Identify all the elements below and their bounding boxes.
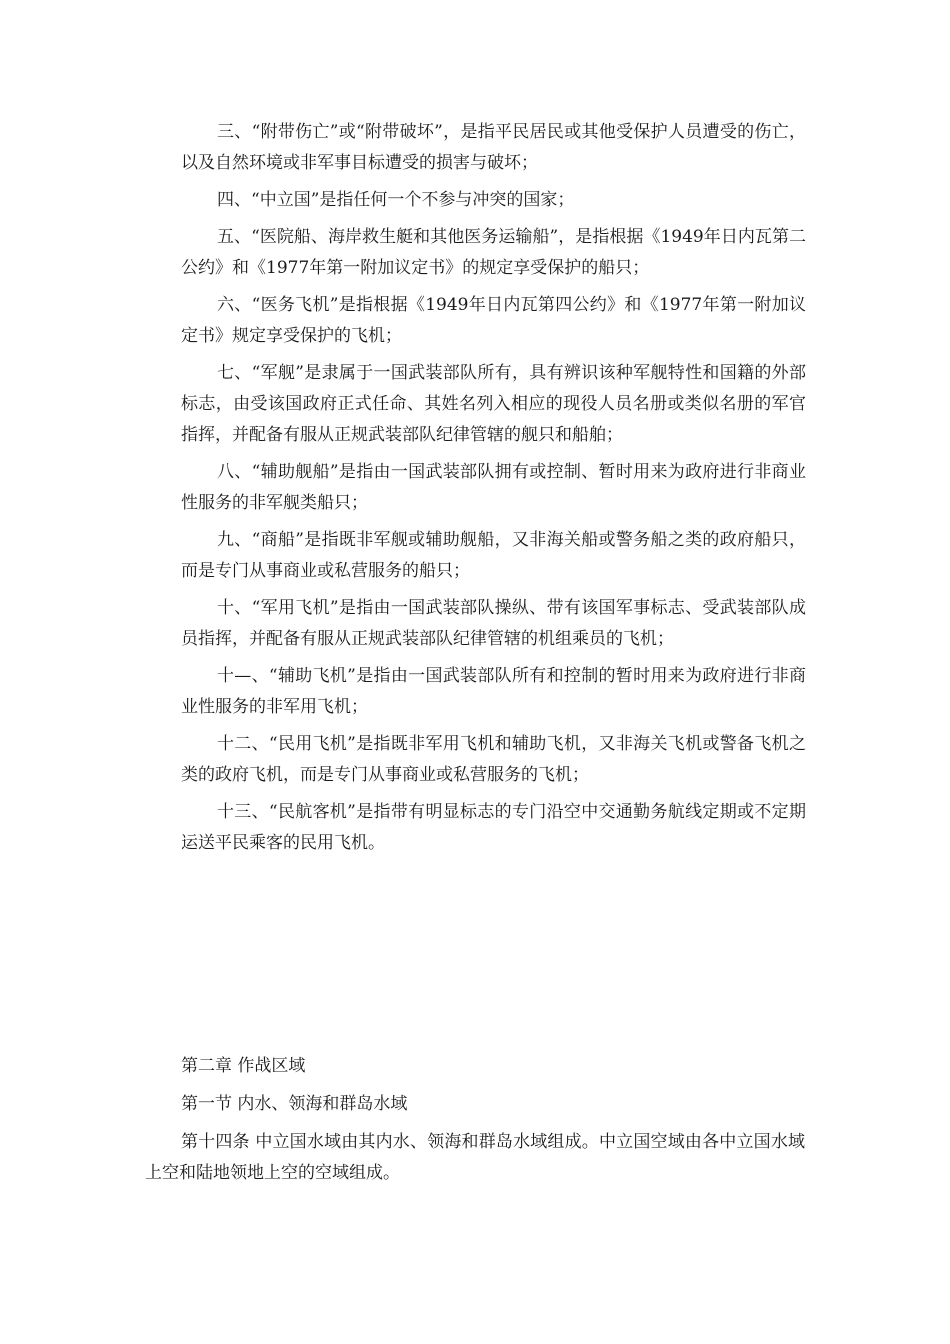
definitions-list: [181, 117, 806, 865]
definition-paragraph-9: 九、“商船”是指既非军舰或辅助舰船，又非海关船或警务船之类的政府船只，而是专门从事商业或私营服务的船只；: [181, 530, 806, 581]
definition-paragraph-4: 四、“中立国”是指任何一个不参与冲突的国家；: [217, 190, 575, 210]
definition-paragraph-12: 十二、“民用飞机”是指既非军用飞机和辅助飞机，又非海关飞机或警备飞机之类的政府飞机，而是专门从事商业或私营服务的飞机；: [181, 734, 806, 785]
definition-paragraph-10: 十、“军用飞机”是指由一国武装部队操纵、带有该国军事标志、受武装部队成员指挥，并配备有服从正规武装部队纪律管辖的机组乘员的飞机；: [181, 598, 806, 649]
definition-paragraph-6: 六、“医务飞机”是指根据《1949年日内瓦第四公约》和《1977年第一附加议定书》规定享受保护的飞机；: [181, 295, 806, 346]
chapter-heading: 第二章 作战区域: [181, 1056, 306, 1076]
article-14: 第十四条 中立国水域由其内水、领海和群岛水域组成。中立国空域由各中立国水域上空和陆地领地上空的空域组成。: [145, 1132, 805, 1183]
definition-paragraph-11: 十—、“辅助飞机”是指由一国武装部队所有和控制的暂时用来为政府进行非商业性服务的非军用飞机；: [181, 666, 806, 717]
definition-paragraph-8: 八、“辅助舰船”是指由一国武装部队拥有或控制、暂时用来为政府进行非商业性服务的非军舰类船只；: [181, 462, 806, 513]
definition-paragraph-5: 五、“医院船、海岸救生艇和其他医务运输船”，是指根据《1949年日内瓦第二公约》和《1977年第一附加议定书》的规定享受保护的船只；: [181, 227, 806, 278]
definition-paragraph-7: 七、“军舰”是隶属于一国武装部队所有，具有辨识该种军舰特性和国籍的外部标志，由受该国政府正式任命、其姓名列入相应的现役人员名册或类似名册的军官指挥，并配备有服从正规武装部队纪律管辖的舰只和船舶；: [181, 363, 806, 445]
definition-paragraph-13: 十三、“民航客机”是指带有明显标志的专门沿空中交通勤务航线定期或不定期运送平民乘客的民用飞机。: [181, 802, 806, 853]
definition-paragraph-3: 三、“附带伤亡”或“附带破坏”，是指平民居民或其他受保护人员遭受的伤亡，以及自然环境或非军事目标遭受的损害与破坏；: [181, 122, 806, 173]
section-heading: 第一节 内水、领海和群岛水域: [181, 1094, 408, 1114]
